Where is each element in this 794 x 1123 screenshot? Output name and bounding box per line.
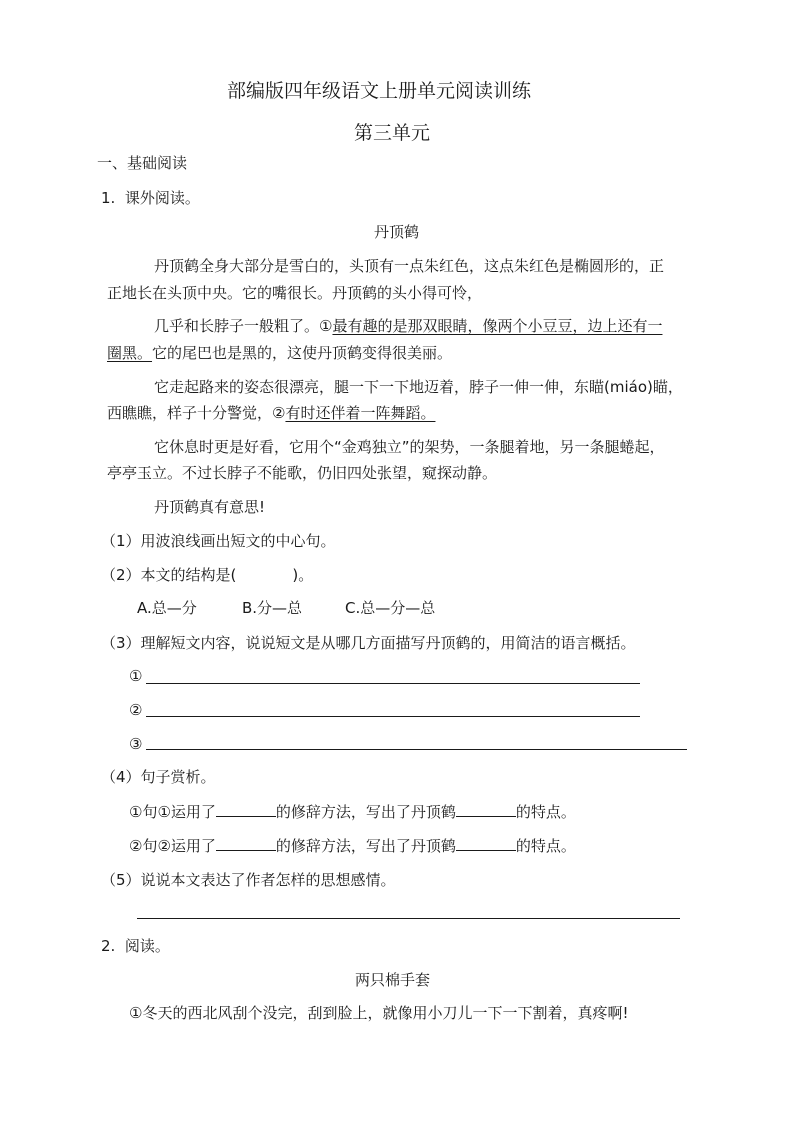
passage-2-para-1: ①冬天的西北风刮个没完，刮到脸上，就像用小刀儿一下一下割着，真疼啊! (129, 1004, 629, 1022)
para-3-text: 西瞧瞧，样子十分警觉，② (107, 404, 286, 422)
passage-1-para-2-line-1 (154, 316, 662, 336)
answer-line-2[interactable] (146, 716, 640, 717)
q4a-mid: 的修辞方法，写出了丹顶鹤 (275, 803, 456, 821)
question-1-label: 1. 课外阅读。 (101, 189, 200, 207)
answer-line-5[interactable] (137, 918, 680, 919)
question-1-5: （5）说说本文表达了作者怎样的思想感情。 (101, 871, 396, 889)
underlined-sentence-1: 最有趣的是那双眼睛，像两个小豆豆，边上还有一 (332, 317, 663, 335)
trait-blank-1[interactable] (456, 801, 516, 817)
passage-1-para-3-line-1: 它走起路来的姿态很漂亮，腿一下一下地迈着，脖子一伸一伸，东瞄(miáo)瞄， (154, 378, 683, 396)
question-1-2 (101, 565, 313, 585)
answer-line-3[interactable] (146, 749, 687, 750)
question-1-4-a (129, 801, 576, 822)
answer-line-2-mark: ② (129, 701, 143, 719)
option-a: A.总—分 (137, 599, 197, 617)
question-1-3: （3）理解短文内容，说说短文是从哪几方面描写丹顶鹤的，用简洁的语言概括。 (101, 634, 636, 652)
answer-line-1-mark: ① (129, 667, 143, 685)
question-1-1: （1）用波浪线画出短文的中心句。 (101, 532, 336, 550)
q4b-end: 的特点。 (515, 837, 576, 855)
answer-line-3-mark: ③ (129, 735, 143, 753)
para-2-text-end: 它的尾巴也是黑的，这使丹顶鹤变得很美丽。 (152, 344, 453, 362)
question-1-4-b (129, 835, 576, 856)
page-title: 部编版四年级语文上册单元阅读训练 (227, 80, 532, 102)
question-1-2-end: )。 (292, 566, 314, 584)
answer-line-1[interactable] (146, 683, 640, 684)
passage-1-title: 丹顶鹤 (374, 223, 420, 241)
passage-2-title: 两只棉手套 (355, 971, 431, 989)
question-1-2-text: （2）本文的结构是( (101, 566, 237, 584)
underlined-sentence-1-end: 圈黑。 (107, 344, 153, 362)
passage-1-para-3-line-2 (107, 403, 435, 423)
section-heading: 一、基础阅读 (97, 154, 188, 172)
rhetoric-blank-2[interactable] (216, 835, 276, 851)
para-2-text: 几乎和长脖子一般粗了。① (154, 317, 333, 335)
q4b-text: ②句②运用了 (129, 837, 216, 855)
trait-blank-2[interactable] (456, 835, 516, 851)
underlined-sentence-2: 有时还伴着一阵舞蹈。 (285, 404, 436, 422)
q4b-mid: 的修辞方法，写出了丹顶鹤 (275, 837, 456, 855)
q4a-end: 的特点。 (515, 803, 576, 821)
question-1-4: （4）句子赏析。 (101, 768, 216, 786)
unit-title: 第三单元 (354, 122, 431, 144)
passage-1-para-4-line-2: 亭亭玉立。不过长脖子不能歌，仍旧四处张望，窥探动静。 (107, 464, 498, 482)
option-b: B.分—总 (242, 599, 303, 617)
passage-1-para-1-line-2: 正地长在头顶中央。它的嘴很长。丹顶鹤的头小得可怜， (107, 284, 483, 302)
option-c: C.总—分—总 (345, 599, 436, 617)
passage-1-para-1-line-1: 丹顶鹤全身大部分是雪白的，头顶有一点朱红色，这点朱红色是椭圆形的，正 (154, 257, 665, 275)
question-2-label: 2. 阅读。 (101, 937, 170, 955)
q4a-text: ①句①运用了 (129, 803, 216, 821)
passage-1-para-4-line-1: 它休息时更是好看，它用个“金鸡独立”的架势，一条腿着地，另一条腿蜷起， (154, 438, 665, 456)
passage-1-para-5: 丹顶鹤真有意思! (154, 498, 266, 516)
passage-1-para-2-line-2 (107, 343, 452, 363)
rhetoric-blank-1[interactable] (216, 801, 276, 817)
